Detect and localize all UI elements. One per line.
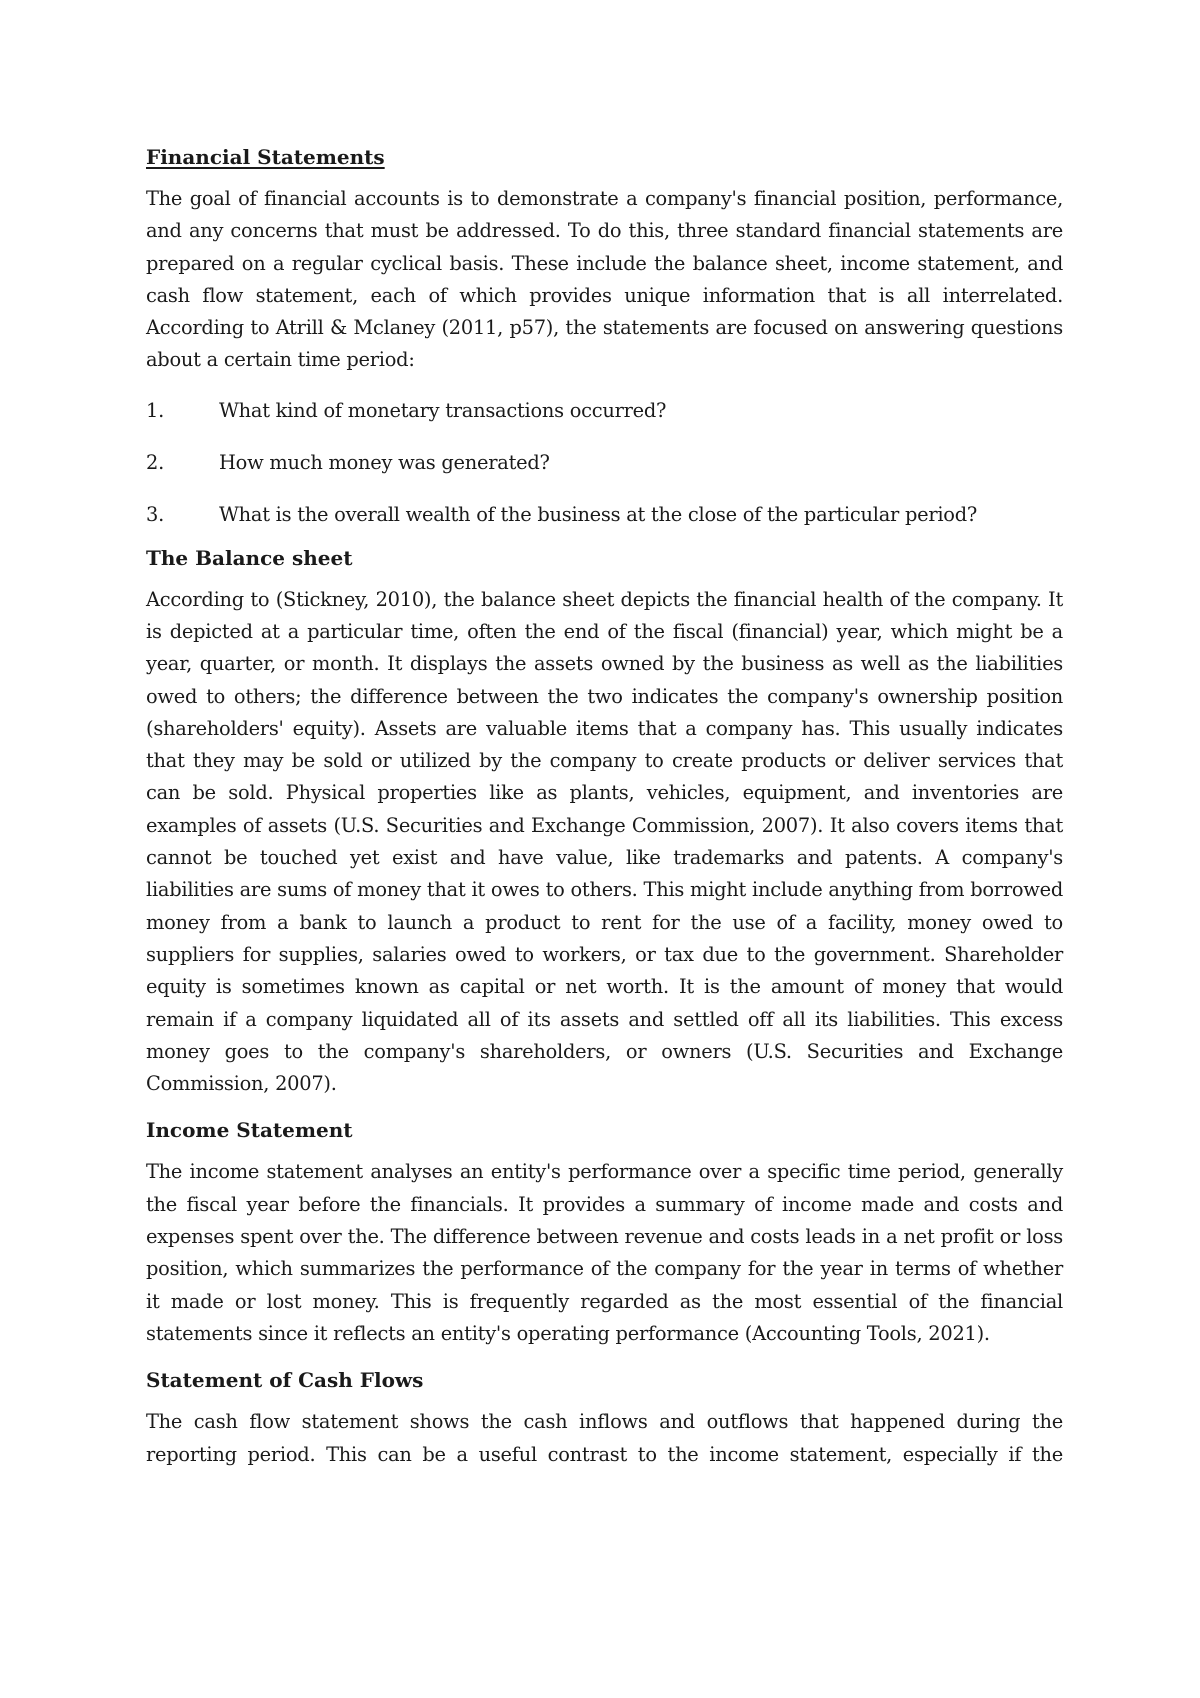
list-item <box>146 395 1063 427</box>
list-item-text: What is the overall wealth of the business at the close of the particular period? <box>219 503 978 527</box>
list-item-number: 2. <box>146 451 165 475</box>
cash-flows-paragraph: The cash flow statement shows the cash inflows and outflows that happened during the reporting period. This can be a useful contrast to the income statement, especially if the <box>146 1410 1063 1466</box>
list-item-text: How much money was generated? <box>219 451 550 475</box>
intro-paragraph: The goal of financial accounts is to demonstrate a company's financial position, performance, and any concerns that must be addressed. To do this, three standard financial statements are prepared on a regular cyclical basis. These include the balance sheet, income statement, and cash flow statement, each of which provides unique information that is all interrelated. According to Atrill & Mclaney (2011, p57), the statements are focused on answering questions about a certain time period: <box>146 187 1063 372</box>
list-item <box>146 499 1063 531</box>
list-item <box>146 447 1063 479</box>
balance-sheet-heading: The Balance sheet <box>146 545 353 570</box>
question-list <box>146 395 1063 532</box>
income-statement-paragraph: The income statement analyses an entity's performance over a specific time period, generally the fiscal year before the financials. It provides a summary of income made and costs and expenses spent over the. The difference between revenue and costs leads in a net profit or loss position, which summarizes the performance of the company for the year in terms of whether it made or lost money. This is frequently regarded as the most essential of the financial statements since it reflects an entity's operating performance (Accounting Tools, 2021). <box>146 1160 1063 1345</box>
page-title: Financial Statements <box>146 145 385 169</box>
list-item-number: 3. <box>146 503 165 527</box>
income-statement-heading: Income Statement <box>146 1118 353 1143</box>
cash-flows-heading: Statement of Cash Flows <box>146 1368 424 1393</box>
list-item-number: 1. <box>146 398 165 422</box>
list-item-text: What kind of monetary transactions occurred? <box>219 398 667 422</box>
balance-sheet-paragraph: According to (Stickney, 2010), the balance sheet depicts the financial health of the company. It is depicted at a particular time, often the end of the fiscal (financial) year, which might be a year, quarter, or month. It displays the assets owned by the business as well as the liabilities owed to others; the difference between the two indicates the company's ownership position (shareholders' equity). Assets are valuable items that a company has. This usually indicates that they may be sold or utilized by the company to create products or deliver services that can be sold. Physical properties like as plants, vehicles, equipment, and inventories are examples of assets (U.S. Securities and Exchange Commission, 2007). It also covers items that cannot be touched yet exist and have value, like trademarks and patents. A company's liabilities are sums of money that it owes to others. This might include anything from borrowed money from a bank to launch a product to rent for the use of a facility, money owed to suppliers for supplies, salaries owed to workers, or tax due to the government. Shareholder equity is sometimes known as capital or net worth. It is the amount of money that would remain if a company liquidated all of its assets and settled off all its liabilities. This excess money goes to the company's shareholders, or owners (U.S. Securities and Exchange Commission, 2007). <box>146 587 1063 1096</box>
document-body <box>146 145 1063 1471</box>
